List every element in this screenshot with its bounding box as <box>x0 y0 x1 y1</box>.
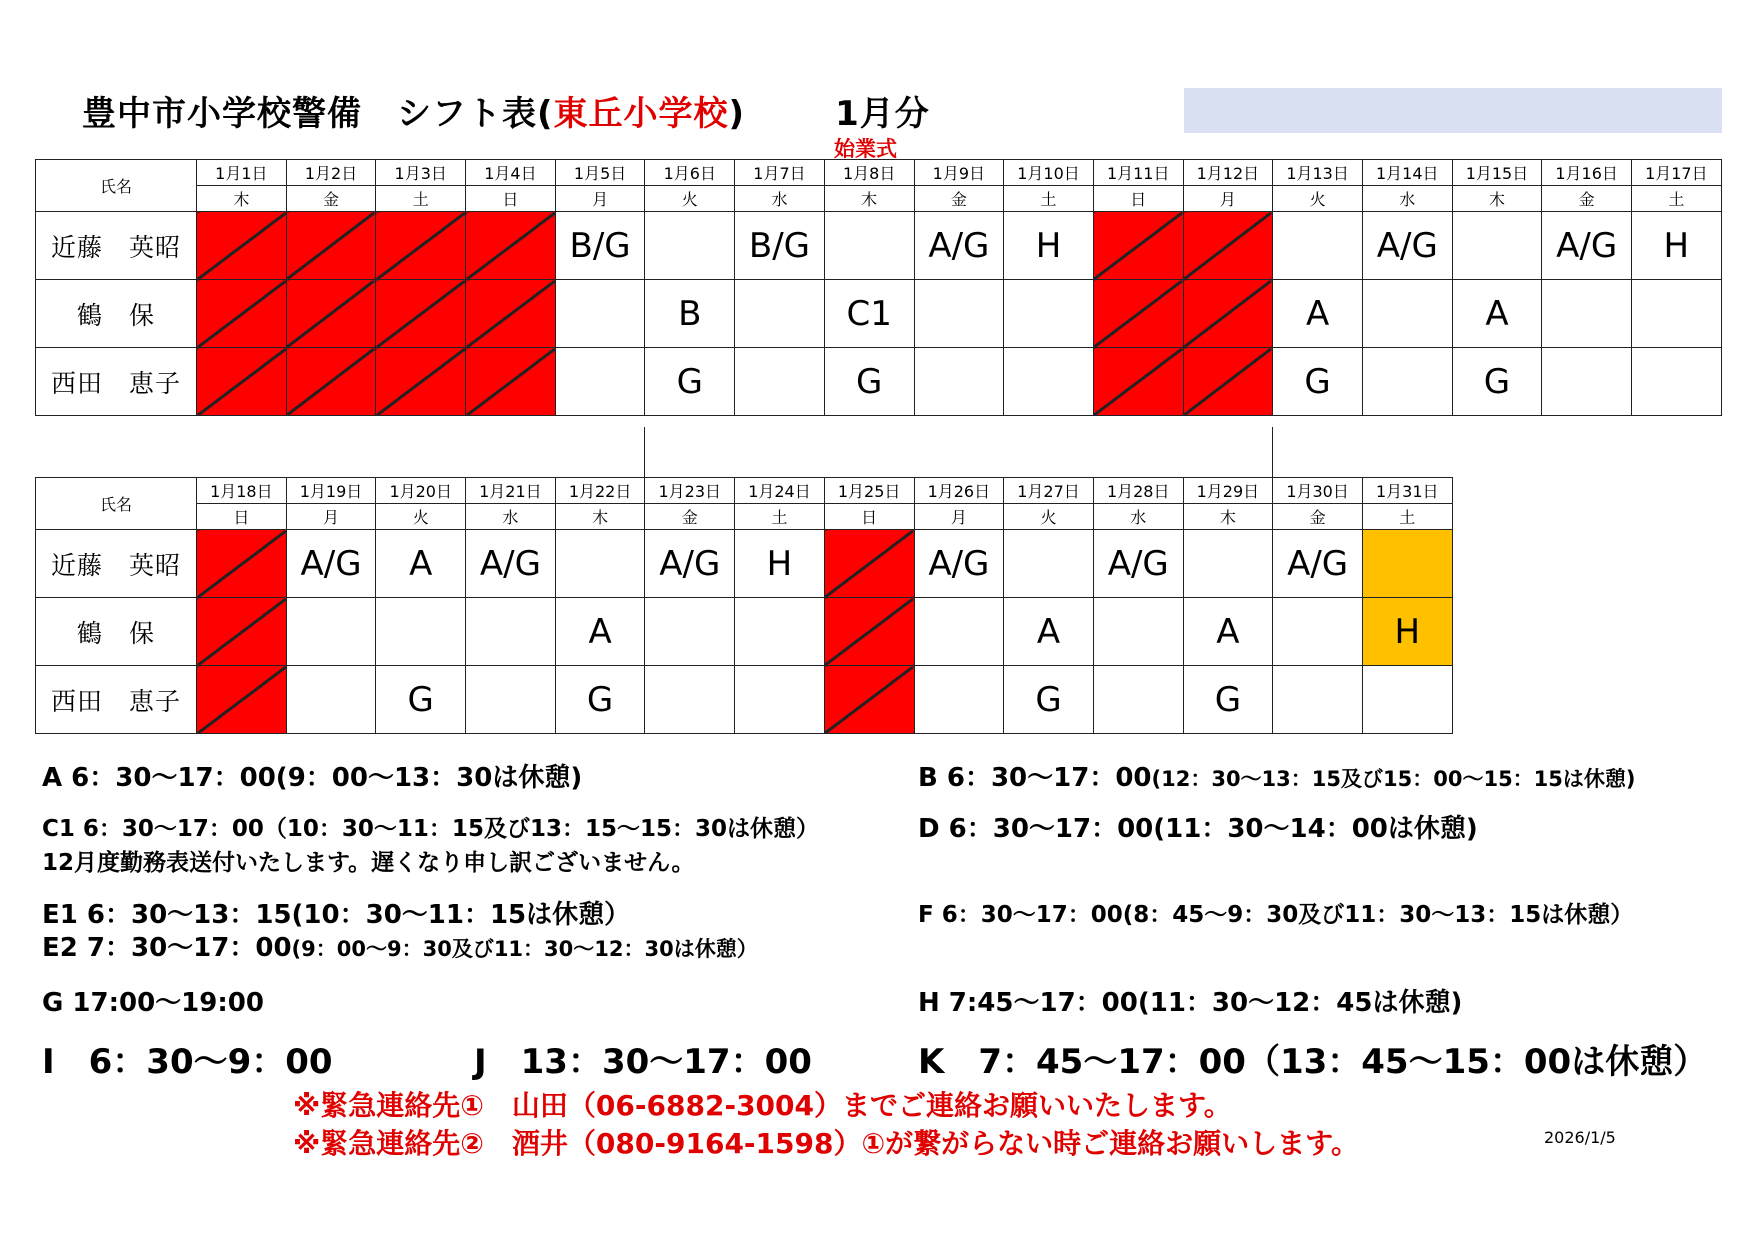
weekday-header: 月 <box>1183 186 1273 212</box>
shift-cell <box>1183 530 1273 598</box>
off-day-cell <box>197 666 287 734</box>
shift-cell: A/G <box>466 530 556 598</box>
name-header: 氏名 <box>36 478 197 530</box>
legend-note: 12月度勤務表送付いたします。遅くなり申し訳ございません。 <box>42 850 695 876</box>
shift-cell <box>1362 280 1452 348</box>
shift-cell <box>735 348 825 416</box>
date-header: 1月26日 <box>914 478 1004 504</box>
highlighted-shift-cell <box>1362 530 1452 598</box>
staff-name: 近藤 英昭 <box>36 530 197 598</box>
emergency-contact-1: ※緊急連絡先① 山田（06-6882-3004）までご連絡お願いいたします。 <box>293 1089 1232 1122</box>
weekday-header: 金 <box>1273 504 1363 530</box>
shift-cell: H <box>1632 212 1722 280</box>
shift-cell: G <box>1452 348 1542 416</box>
off-day-cell <box>376 280 466 348</box>
weekday-header: 水 <box>735 186 825 212</box>
legend-g: G 17:00～19:00 <box>42 988 264 1018</box>
weekday-header: 木 <box>1183 504 1273 530</box>
legend-e2-break: (9：00～9：30及び11：30～12：30は休憩） <box>291 937 758 961</box>
date-row <box>36 478 1453 504</box>
shift-cell: A <box>1183 598 1273 666</box>
off-day-cell <box>1183 280 1273 348</box>
table-row <box>36 530 1453 598</box>
legend-i: I 6：30～9：00 <box>42 1042 333 1082</box>
shift-cell <box>1362 666 1452 734</box>
off-day-cell <box>197 530 287 598</box>
name-header: 氏名 <box>36 160 197 212</box>
shift-cell <box>1632 280 1722 348</box>
off-day-cell <box>197 280 287 348</box>
shift-cell: G <box>1183 666 1273 734</box>
shift-cell <box>914 598 1004 666</box>
weekday-header: 木 <box>197 186 287 212</box>
day-row <box>36 504 1453 530</box>
page-title <box>82 86 930 135</box>
shift-cell <box>286 666 376 734</box>
off-day-cell <box>466 212 556 280</box>
date-header: 1月4日 <box>466 160 556 186</box>
legend-b-break: (12：30～13：15及び15：00～15：15は休憩) <box>1151 767 1636 791</box>
shift-code: H <box>1394 611 1421 652</box>
shift-cell: B/G <box>735 212 825 280</box>
shift-cell <box>1093 598 1183 666</box>
weekday-header: 火 <box>376 504 466 530</box>
date-header: 1月25日 <box>824 478 914 504</box>
shift-cell: A/G <box>645 530 735 598</box>
staff-name: 鶴 保 <box>36 598 197 666</box>
legend-d: D 6：30～17：00(11：30～14：00は休憩) <box>918 814 1478 844</box>
staff-name: 近藤 英昭 <box>36 212 197 280</box>
shift-cell <box>645 666 735 734</box>
shift-cell <box>1273 598 1363 666</box>
off-day-cell <box>466 280 556 348</box>
weekday-header: 日 <box>197 504 287 530</box>
weekday-header: 木 <box>1452 186 1542 212</box>
date-header: 1月31日 <box>1362 478 1452 504</box>
date-header: 1月19日 <box>286 478 376 504</box>
shift-cell: A/G <box>1362 212 1452 280</box>
shift-cell <box>286 598 376 666</box>
shift-cell: A/G <box>1273 530 1363 598</box>
shift-cell <box>466 598 556 666</box>
date-header: 1月14日 <box>1362 160 1452 186</box>
shift-cell: G <box>1273 348 1363 416</box>
weekday-header: 火 <box>645 186 735 212</box>
date-header: 1月15日 <box>1452 160 1542 186</box>
shift-cell <box>1273 212 1363 280</box>
shift-cell <box>1542 280 1632 348</box>
weekday-header: 月 <box>914 504 1004 530</box>
shift-cell <box>1004 530 1094 598</box>
weekday-header: 木 <box>555 504 645 530</box>
table-row <box>36 666 1453 734</box>
date-header: 1月1日 <box>197 160 287 186</box>
weekday-header: 火 <box>1273 186 1363 212</box>
weekday-header: 日 <box>466 186 556 212</box>
off-day-cell <box>197 212 287 280</box>
date-header: 1月23日 <box>645 478 735 504</box>
date-header: 1月3日 <box>376 160 466 186</box>
shift-table-1 <box>35 159 1722 416</box>
staff-name: 西田 恵子 <box>36 348 197 416</box>
shift-cell <box>914 348 1004 416</box>
date-header: 1月8日 <box>824 160 914 186</box>
weekday-header: 日 <box>824 504 914 530</box>
shift-cell: A/G <box>1542 212 1632 280</box>
shift-cell: G <box>555 666 645 734</box>
date-header: 1月5日 <box>555 160 645 186</box>
weekday-header: 土 <box>1004 186 1094 212</box>
legend-h: H 7:45～17：00(11：30～12：45は休憩) <box>918 988 1463 1018</box>
date-header: 1月11日 <box>1093 160 1183 186</box>
shift-cell: B/G <box>555 212 645 280</box>
off-day-cell <box>376 212 466 280</box>
weekday-header: 土 <box>1362 504 1452 530</box>
legend-e1: E1 6：30～13：15(10：30～11：15は休憩） <box>42 900 631 930</box>
weekday-header: 土 <box>735 504 825 530</box>
shift-cell: A/G <box>914 530 1004 598</box>
shift-cell <box>1542 348 1632 416</box>
header-banner-box <box>1184 88 1722 133</box>
shift-cell: C1 <box>824 280 914 348</box>
weekday-header: 月 <box>286 504 376 530</box>
off-day-cell <box>286 212 376 280</box>
weekday-header: 水 <box>1093 504 1183 530</box>
day-row <box>36 186 1722 212</box>
shift-cell: A/G <box>1093 530 1183 598</box>
weekday-header: 金 <box>645 504 735 530</box>
date-header: 1月16日 <box>1542 160 1632 186</box>
date-header: 1月30日 <box>1273 478 1363 504</box>
date-header: 1月9日 <box>914 160 1004 186</box>
shift-cell <box>914 280 1004 348</box>
off-day-cell <box>824 530 914 598</box>
shift-cell <box>735 280 825 348</box>
shift-cell: A <box>555 598 645 666</box>
off-day-cell <box>1093 212 1183 280</box>
weekday-header: 水 <box>466 504 556 530</box>
shift-cell <box>1632 348 1722 416</box>
shift-cell <box>914 666 1004 734</box>
shift-cell: A <box>1273 280 1363 348</box>
legend-e2-main: E2 7：30～17：00 <box>42 933 292 963</box>
weekday-header: 金 <box>286 186 376 212</box>
legend-j: J 13：30～17：00 <box>474 1042 812 1082</box>
divider-line <box>644 427 645 477</box>
weekday-header: 日 <box>1093 186 1183 212</box>
legend-b <box>918 757 1636 794</box>
weekday-header: 火 <box>1004 504 1094 530</box>
weekday-header: 木 <box>824 186 914 212</box>
shift-cell <box>1004 280 1094 348</box>
date-header: 1月18日 <box>197 478 287 504</box>
title-school: 東丘小学校 <box>553 94 729 134</box>
date-header: 1月17日 <box>1632 160 1722 186</box>
shift-cell <box>466 666 556 734</box>
shift-cell <box>1093 666 1183 734</box>
emergency-contact-2: ※緊急連絡先② 酒井（080-9164-1598）①が繋がらない時ご連絡お願いします。 <box>293 1127 1359 1160</box>
shift-table-2 <box>35 477 1453 734</box>
shift-cell: G <box>376 666 466 734</box>
off-day-cell <box>286 280 376 348</box>
ceremony-note: 始業式 <box>834 137 897 161</box>
shift-cell <box>645 212 735 280</box>
weekday-header: 水 <box>1362 186 1452 212</box>
legend-b-main: B 6：30～17：00 <box>918 763 1152 793</box>
shift-cell: B <box>645 280 735 348</box>
shift-cell <box>824 212 914 280</box>
legend-c1: C1 6：30～17：00（10：30～11：15及び13：15～15：30は休憩） <box>42 816 819 842</box>
off-day-cell <box>197 348 287 416</box>
weekday-header: 土 <box>1632 186 1722 212</box>
shift-cell <box>735 666 825 734</box>
legend-e2 <box>42 927 758 964</box>
table-row <box>36 212 1722 280</box>
off-day-cell <box>824 598 914 666</box>
weekday-header: 月 <box>555 186 645 212</box>
shift-cell <box>735 598 825 666</box>
legend-k: K 7：45～17：00（13：45～15：00は休憩） <box>918 1042 1708 1082</box>
date-header: 1月21日 <box>466 478 556 504</box>
shift-cell <box>555 280 645 348</box>
shift-cell <box>1452 212 1542 280</box>
title-month: 1月分 <box>835 94 930 134</box>
shift-cell <box>555 348 645 416</box>
off-day-cell <box>824 666 914 734</box>
shift-cell <box>1273 666 1363 734</box>
divider-line <box>1272 427 1273 477</box>
off-day-cell <box>1183 348 1273 416</box>
shift-cell: G <box>645 348 735 416</box>
staff-name: 西田 恵子 <box>36 666 197 734</box>
shift-cell <box>376 598 466 666</box>
legend-f: F 6：30～17：00(8：45～9：30及び11：30～13：15は休憩） <box>918 902 1634 928</box>
print-date: 2026/1/5 <box>1544 1128 1616 1147</box>
shift-cell: A/G <box>914 212 1004 280</box>
title-prefix: 豊中市小学校警備 シフト表( <box>82 94 554 134</box>
date-row <box>36 160 1722 186</box>
shift-cell <box>1362 348 1452 416</box>
off-day-cell <box>197 598 287 666</box>
table-row <box>36 348 1722 416</box>
staff-name: 鶴 保 <box>36 280 197 348</box>
date-header: 1月24日 <box>735 478 825 504</box>
weekday-header: 土 <box>376 186 466 212</box>
shift-cell: A <box>1004 598 1094 666</box>
off-day-cell <box>466 348 556 416</box>
highlighted-shift-cell <box>1362 598 1452 666</box>
off-day-cell <box>1093 348 1183 416</box>
date-header: 1月27日 <box>1004 478 1094 504</box>
off-day-cell <box>286 348 376 416</box>
table-row <box>36 598 1453 666</box>
title-suffix: ) <box>728 94 746 134</box>
date-header: 1月13日 <box>1273 160 1363 186</box>
shift-cell <box>555 530 645 598</box>
shift-cell: A <box>1452 280 1542 348</box>
date-header: 1月29日 <box>1183 478 1273 504</box>
weekday-header: 金 <box>914 186 1004 212</box>
shift-cell: A/G <box>286 530 376 598</box>
date-header: 1月20日 <box>376 478 466 504</box>
date-header: 1月7日 <box>735 160 825 186</box>
date-header: 1月12日 <box>1183 160 1273 186</box>
off-day-cell <box>376 348 466 416</box>
weekday-header: 金 <box>1542 186 1632 212</box>
legend-a: A 6：30～17：00(9：00～13：30は休憩) <box>42 763 583 793</box>
date-header: 1月2日 <box>286 160 376 186</box>
table-row <box>36 280 1722 348</box>
shift-cell <box>645 598 735 666</box>
shift-cell: G <box>824 348 914 416</box>
off-day-cell <box>1093 280 1183 348</box>
shift-cell: H <box>735 530 825 598</box>
date-header: 1月10日 <box>1004 160 1094 186</box>
shift-cell <box>1004 348 1094 416</box>
date-header: 1月22日 <box>555 478 645 504</box>
shift-cell: H <box>1004 212 1094 280</box>
date-header: 1月28日 <box>1093 478 1183 504</box>
shift-cell: G <box>1004 666 1094 734</box>
date-header: 1月6日 <box>645 160 735 186</box>
off-day-cell <box>1183 212 1273 280</box>
shift-cell: A <box>376 530 466 598</box>
